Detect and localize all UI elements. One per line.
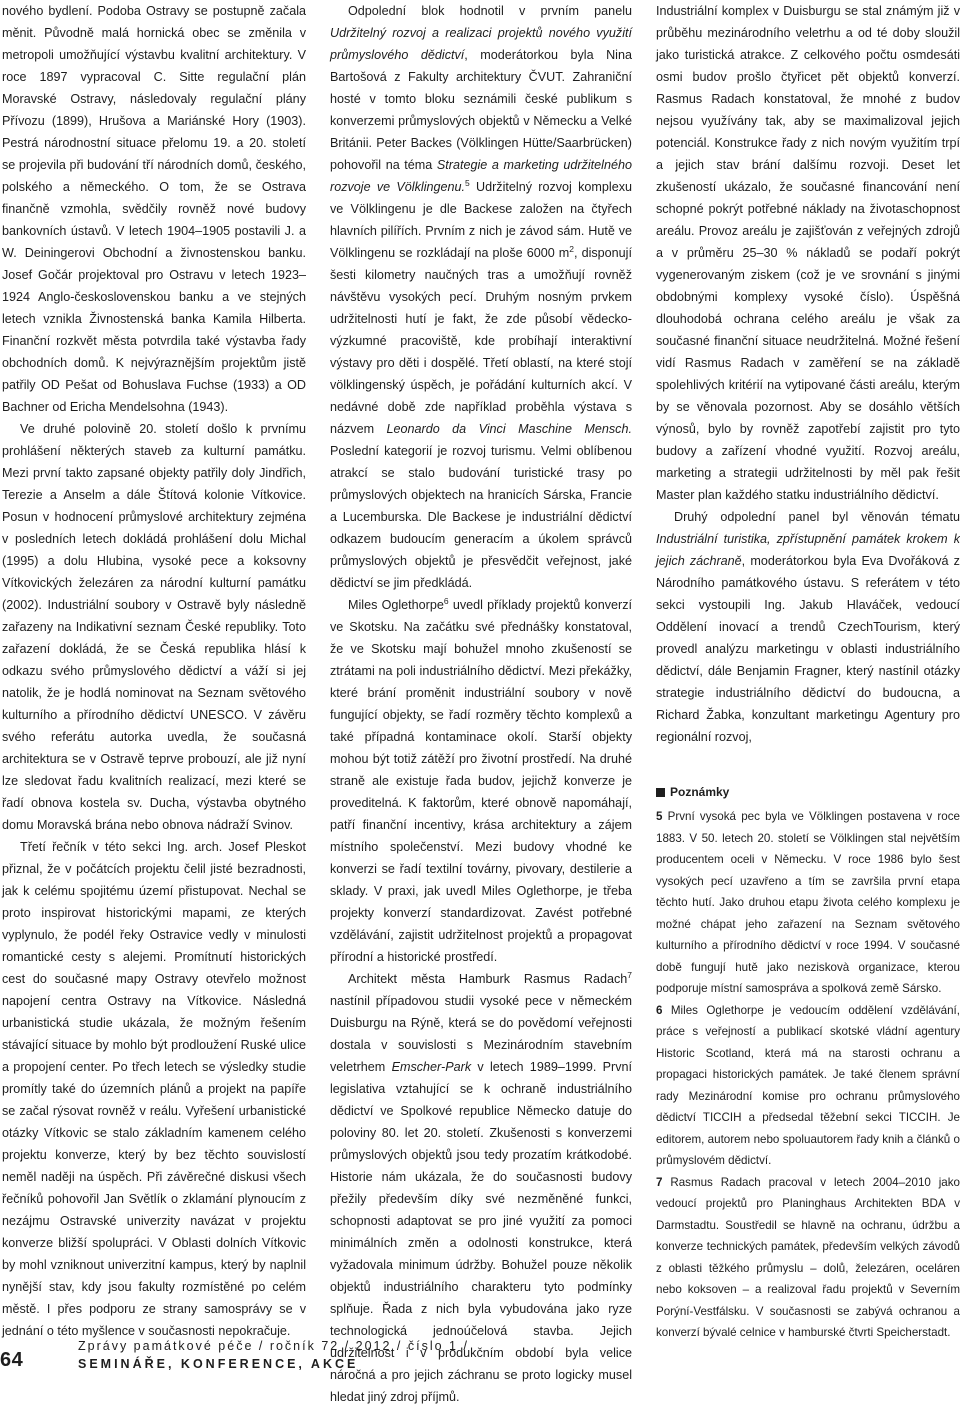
paragraph: Miles Oglethorpe$^6$ uvedl příklady projektů konverzí ve Skotsku. Na začátku své přednášky konstatoval, že ve Skotsku mají bohužel mnoho zkušeností se ztrátami na poli industriálního dědictví. Mezi překážky, které brání proměnit industriální soubory v nově fungující objekty, se řadí rozměry těchto komplexů a také případná kontaminace okolí. Starší objekty mohou být totiž zátěží pro životní prostředí. Na druhé straně ale existuje řada budov, jejichž konverze je proveditelná. K faktorům, které obnově napomáhají, patří finanční incentivy, krása architektury a zájem místního společenství. Mezi budovy vhodné ke konverzi se řadí textilní továrny, pivovary, destilerie a sklady. V praxi, jak uvedl Miles Oglethorpe, je třeba projekty konverzí standardizovat. Zavést potřebné vzdělávání, zajistit udržitelnost projektů a propagovat přírodní a historické prostředí.: [330, 595, 632, 964]
notes-heading: Poznámky: [656, 782, 960, 802]
text-column-3: [656, 0, 960, 1344]
paragraph: Ve druhé polovině 20. století došlo k prvnímu prohlášení některých staveb za kulturní památku. Mezi první takto zapsané objekty patřily doly Jindřich, Terezie a Anselm a dále Štítová kolonie Vítkovice. Posun v hodnocení průmyslové architektury zejména v posledních letech dokládá prohlášení dolu Michal (1995) a dolu Hlubina, vysoké pece a koksovny Vítkovických železáren za národní kulturní památku (2002). Industriální soubory v Ostravě byly následně zařazeny na Indikativní seznam České republiky. Toto zařazení dokládá, že se Česká republika hlásí k odkazu svého průmyslového dědictví a váží si jej natolik, že je hodlá nominovat na Seznam světového kulturního a přírodního dědictví UNESCO. V závěru svého referátu autorka uvedla, že současná architektura se v Ostravě teprve probouzí, ale již nyní lze sledovat řadu kvalitních realizací, mezi které se řadí obnova kostela sv. Ducha, výstavba obytného domu Moravská brána nebo obnova nádraží Svinov.: [2, 422, 306, 832]
paragraph: nového bydlení. Podoba Ostravy se postupně začala měnit. Původně malá hornická obec se změnila v metropoli umožňující výstavbu kvalitní architektury. V roce 1897 vypracoval C. Sitte regulační plán Moravské Ostravy, následovaly regulační plány Přívozu (1899), Hrušova a Mariánské Hory (1903). Pestrá národnostní situace přelomu 19. a 20. století se projevila při budování tří národních domů, českého, polského a německého. O tom, že se Ostrava finančně vzmohla, svědčily rovněž nové budovy bankovních ústavů. V letech 1904–1905 postavili J. a W. Deiningerovi Obchodní a živnostenskou banku. Josef Gočár projektoval pro Ostravu v letech 1923–1924 Anglo-československou banku a ve stejných letech vznikla Živnostenská banka Kamila Hilberta. Finanční rozkvět města potvrdila také výstavba řady obchodních domů. K nejvýraznějším projektům jistě patřily OD Pešat od Bohuslava Fuchse (1933) a OD Bachner od Ericha Mendelsohna (1943).: [2, 4, 306, 414]
paragraph: Industriální komplex v Duisburgu se stal známým již v průběhu mezinárodního veletrhu a od té doby sloužil jako turistická atrakce. Z celkového počtu osmdesáti osmi budov prošlo čtyřicet pět objektů konverzí. Rasmus Radach konstatoval, že mnohé z budov nejsou využívány tak, aby se maximalizoval jejich potenciál. Konstrukce řady z nich novým využitím trpí a jejich stav brání dalšímu rozvoji. Deset let zkušeností ukázalo, že současné financování není schopné pokrýt potřebné náklady na životaschopnost areálu. Provoz areálu je zajišťován z veřejných zdrojů a v průměru 25–30 % nákladů se podaří pokrýt vygenerovaným ziskem (což je ve srovnání s jinými obdobnými komplexy vysoké číslo). Úspěšná dlouhodobá ochrana celého areálu je však za současné finanční situace neudržitelná. Možné řešení vidí Rasmus Radach v zaměření se na základě spolehlivých kritérií na vytipované části areálu, kterým by se věnovala pozornost. Aby se dosáhlo větších výnosů, bylo by rovněž zapotřebí zajistit pro tyto budovy a zařízení vhodné využití. Rozvoj areálu, marketing a strategii udržitelnosti by měl pak řešit Master plan každého statku industriálního dědictví.: [656, 4, 960, 502]
footnote: 5 První vysoká pec byla ve Völklingen postavena v roce 1883. V 50. letech 20. století se Völklingen stal největším producentem oceli v Německu. V roce 1986 bylo šest vysokých pecí uzavřeno a tím se završila první etapa těchto hutí. Jako druhou etapu života celého komplexu je možné chápat jeho zařazení na Seznam světového kulturního a přírodního dědictví v roce 1994. V současné době fungují hutě jako neziskovà organizace, kterou podporuje místní samospráva a spolková země Sársko.: [656, 810, 960, 995]
notes-section: [656, 782, 960, 1344]
paragraph: Třetí řečník v této sekci Ing. arch. Josef Pleskot přiznal, že v počátcích projektu čelil jisté bezradnosti, jak k celému spojitému území přistupovat. Nechal se proto inspirovat historickými mapami, ze kterých vyplynulo, že podél řeky Ostravice vedly v minulosti romantické cesty s alejemi. Promítnutí historických cest do současné mapy Ostravy otevřelo možnost napojení centra Ostravy na Vítkovice. Následná urbanistická studie ukázala, že možným řešením stávající situace by mohlo být prodloužení Ruské ulice a propojení center. Po třech letech se výsledky studie promítly také do územních plánů a projekt na papíře se začal rýsovat rovněž v reálu. Vyřešení urbanistické otázky Vítkovic se stalo základním kamenem celého projektu konverze, který by bez těchto souvislostí neměl naději na úspěch. Při závěrečné diskusi všech řečníků pohovořil Jan Světlík o zklamání plynoucím z nezájmu Ostravské univerzity navázat v projektu konverze bližší spolupráci. V Oblasti dolních Vítkovic by mohl vzniknout univerzitní kampus, který by naplnil nynější stav, kdy jsou fakulty rozmístěné po celém městě. I přes podporu ze strany samosprávy se v jednání o této myšlence v současnosti nepokračuje.: [2, 840, 306, 1338]
paragraph: Odpolední blok hodnotil v prvním panelu Udržitelný rozvoj a realizaci projektů nového využití průmyslového dědictví, moderátorkou byla Nina Bartošová z Fakulty architektury ČVUT. Zahraniční hosté v tomto bloku seznámili české publikum s konverzemi průmyslových objektů v Německu a Velké Británii. Peter Backes (Völklingen Hütte/Saarbrücken) pohovořil na téma Strategie a marketing udržitelného rozvoje ve Völklingenu.$^5$ Udržitelný rozvoj komplexu ve Völklingenu je dle Backese založen na čtyřech hlavních pilířích. Prvním z nich je závod sám. Hutě ve Völklingenu se rozkládají na ploše 6000 $m^2$, disponují šesti kilometry naučných tras a umožňují rovněž návštěvu vysokých pecí. Druhým nosným prvkem udržitelnosti hutí je fakt, že zde působí vědecko-výzkumné pracoviště, kde probíhají interaktivní výstavy pro děti i dospělé. Třetí oblastí, na které stojí völklingenský úspěch, je pořádání kulturních akcí. V nedávné době zde například proběhla výstava s názvem Leonardo da Vinci Maschine Mensch. Poslední kategorií je rozvoj turismu. Velmi oblíbenou atrakcí se stalo budování turistické trasy po průmyslových objektech na hranicích Sárska, Francie a Lucemburska. Dle Backese je industriální dědictví odkazem budoucím generacím a úkolem správců průmyslových objektů je přesvědčit veřejnost, jaké dědictví se jim předkládá.: [330, 4, 633, 590]
text-column-2: [330, 0, 632, 1408]
paragraph: Druhý odpolední panel byl věnován tématu Industriální turistika, zpřístupnění památek krokem k jejich záchraně, moderátorkou byla Eva Dvořáková z Národního památkového ústavu. S referátem v této sekci vystoupili Ing. Jakub Hlaváček, vedoucí Oddělení inovací a trendů CzechTourism, který provedl analýzu marketingu v oblasti industriálního dědictví, dále Benjamin Fragner, který nastínil otázky strategie industriálního dědictví do budoucna, a Richard Žabka, konzultant marketingu Agentury pro regionální rozvoj,: [656, 510, 960, 744]
footnote: 7 Rasmus Radach pracoval v letech 2004–2010 jako vedoucí projektů pro Planinghaus Architekten BDA v Darmstadtu. Soustředil se hlavně na ochranu, údržbu a konverze technických památek, především velkých závodů z oblasti těžkého průmyslu – dolů, železáren, oceláren nebo koksoven – a realizoval řadu projektů v Severním Porýní-Vestfálsku. V současnosti se zabývá ochranou a konverzí bývalé celnice v hamburské čtvrti Speicherstadt.: [656, 1175, 960, 1339]
footnote-ref: 6: [443, 595, 449, 606]
journal-info: Zprávy památkové péče / ročník 72 / 2012 / číslo 1 /: [78, 1339, 469, 1353]
page-number: 64: [0, 1349, 24, 1371]
footnote-ref: 7: [627, 969, 632, 980]
paragraph: Architekt města Hamburk Rasmus Radach$^7$ nastínil případovou studii vysoké pece v německém Duisburgu na Rýně, která se do povědomí veřejnosti dostala v souvislosti s Mezinárodním stavebním veletrhem Emscher-Park v letech 1989–1999. První legislativa vztahující se k ochraně industriálního dědictví ve Spolkové republice Německo datuje do poloviny 80. let 20. století. Zkušenosti s konverzemi průmyslových objektů jsou tedy prozatím krátkodobé. Historie nám ukázala, že do současnosti budovy přežily především díky své nezměněné funkci, schopnosti adaptovat se pro jiné využití za pomoci minimálních změn a odolnosti konstrukce, která vyžadovala minimum údržby. Bohužel pouze několik objektů industriálního charakteru tyto podmínky splňuje. Řada z nich byla vybudována jako ryze technologická jednoúčelová stavba. Jejich udržitelnost i v produkčním období byla velice náročná a pro jejich záchranu se proto logicky musel hledat jiný zdroj příjmů.: [330, 969, 633, 1404]
footnote-ref: 5: [465, 177, 470, 188]
square-bullet-icon: [656, 788, 665, 797]
page-footer: [0, 1335, 960, 1375]
text-column-1: [2, 0, 306, 1342]
section-title: SEMINÁŘE, KONFERENCE, AKCE: [78, 1357, 359, 1371]
footnote: 6 Miles Oglethorpe je vedoucím oddělení vzdělávání, práce s veřejností a publikací skotské vládní agentury Historic Scotland, která má na starosti ochranu a propagaci historických památek. Je také členem správní rady Mezinárodní komise pro ochranu průmyslového dědictví TICCIH a předsedal těžební sekci TICCIH. Je editorem, autorem nebo spoluautorem řady knih a článků o průmyslovém dědictví.: [656, 1003, 960, 1167]
